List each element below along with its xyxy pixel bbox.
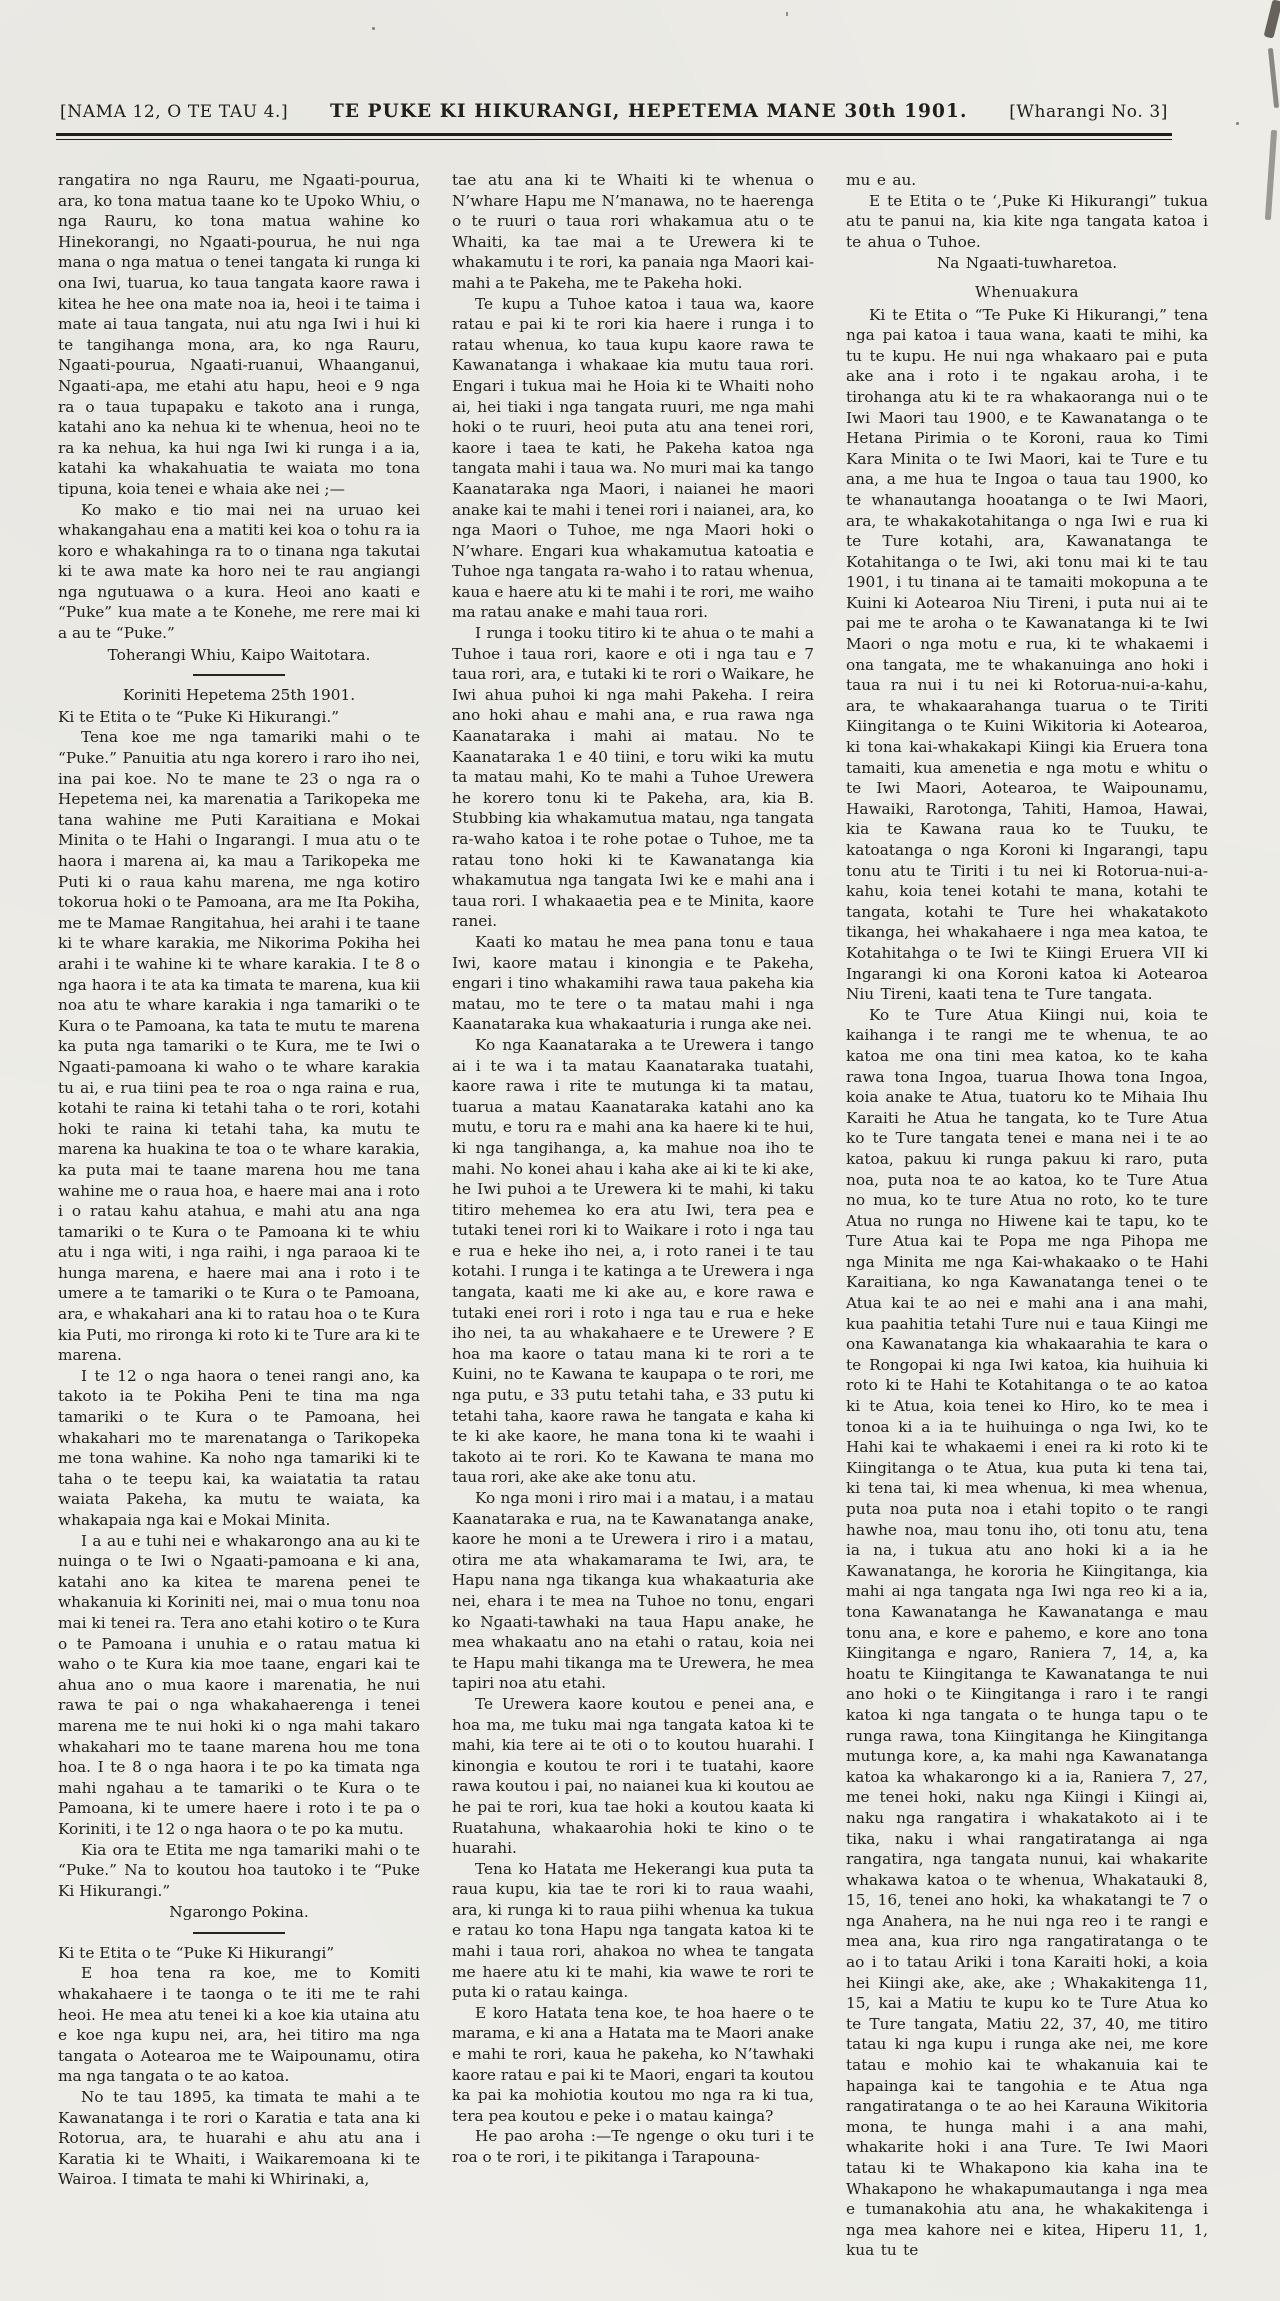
rule-thin bbox=[56, 139, 1172, 140]
paragraph: Te Urewera kaore koutou e penei ana, e hoa ma, me tuku mai nga tangata katoa ki te mahi, kia tere ai te oti o to koutou huarahi. I kinongia e koutou te rori i te tuatahi, kaore rawa koutou i pai, no naianei kua ki koutou ae he pai te rori, kua tae hoki a koutou kaata ki Ruatahuna, whakaarohia hoki te kino o te huarahi. bbox=[452, 1694, 814, 1858]
scan-artifact bbox=[1264, 0, 1280, 39]
paragraph: Tena koe me nga tamariki mahi o te “Puke.” Panuitia atu nga korero i raro iho nei, ina pai koe. No te mane te 23 o nga ra o Hepetema nei, ka marenatia a Tarikopeka me tana wahine me Puti Karaitiana e Mokai Minita o te Hahi o Ingarangi. I mua atu o te haora i marena ai, ka mau a Tarikopeka me Puti ki o raua kahu marena, me nga kotiro tokorua hoki o te Pamoana, ara me Ita Pokiha, me te Mamae Rangitahua, hei arahi i te taane ki te whare karakia, me Nikorima Pokiha hei arahi i te wahine ki te whare karakia. I te 8 o nga haora i te ata ka timata te marena, kua kii noa atu te whare karakia i nga tamariki o te Kura o te Pamoana, ka tata te mutu te marena ka puta nga tamariki o te Kura, me te Iwi o Ngaati-pamoana ki waho o te whare karakia tu ai, e rua tiini pea te roa o nga raina e rua, kotahi te raina ki tetahi taha o te rori, kotahi hoki te raina ki tetahi taha, ka mutu te marena ka huakina te toa o te whare karakia, ka puta mai te taane marena hou me tana wahine me o raua hoa, e haere mai ana i roto i o ratau kahu atahua, e mahi atu ana nga tamariki o te Kura o te Pamoana ki te whiu atu i nga witi, i nga raihi, i nga paraoa ki te hunga marena, e haere mai ana i roto i te umere a te tamariki o te Kura o te Pamoana, ara, e whakahari ana ki to ratau hoa o te Kura kia Puti, mo rironga ki roto ki te Ture ara ki te marena. bbox=[58, 728, 420, 1365]
newspaper-title: TE PUKE KI HIKURANGI, HEPETEMA MANE 30th 1901. bbox=[329, 101, 968, 122]
scan-artifact bbox=[1268, 48, 1279, 108]
paragraph: I te 12 o nga haora o tenei rangi ano, ka takoto ia te Pokiha Peni te tina ma nga tamariki o te Kura o te Pamoana, hei whakahari mo te marenatanga o Tarikopeka me tona wahine. Ka noho nga tamariki ki te taha o te teepu kai, ka waiatatia ta ratau waiata Pakeha, ka mutu te waiata, ka whakapaia nga kai e Mokai Minita. bbox=[58, 1366, 420, 1529]
paragraph: He pao aroha :—Te ngenge o oku turi i te roa o te rori, i te pikitanga i Tarapouna- bbox=[452, 2127, 814, 2166]
article-columns bbox=[58, 170, 1208, 2261]
rule-heavy bbox=[56, 133, 1172, 136]
paragraph: Te kupu a Tuhoe katoa i taua wa, kaore ratau e pai ki te rori kia haere i runga i to ratau whenua, ko taua kupu kaore rawa te Kawanatanga i whakaae kia mutu taua rori. Engari i tukua mai he Hoia ki te Whaiti noho ai, hei tiaki i nga tangata ruuri, me nga mahi hoki o te ruuri, heoi puta atu ana tenei rori, kaore i taea te kati, he Pakeha katoa nga tangata mahi i taua wa. No muri mai ka tango Kaanataraka nga Maori, i naianei he maori anake kai te mahi i tenei rori i naianei, ara, ko nga Maori o Tuhoe, me nga Maori hoki o N’whare. Engari kua whakamutua katoatia e Tuhoe nga tangata ra-waho i to ratau whenua, kaua e haere atu ki te mahi i te rori, me waiho ma ratau anake e mahi taua rori. bbox=[452, 294, 814, 622]
paragraph: Ko te Ture Atua Kiingi nui, koia te kaihanga i te rangi me te whenua, te ao katoa me ona tini mea katoa, ko te kaha rawa tona Ingoa, tuarua Ihowa tona Ingoa, koia anake te Atua, tuatoru ko te Mihaia Ihu Karaiti he Atua he tangata, ko te Ture Atua ko te Ture tangata tenei e mana nei i te ao katoa, pakuu ki runga pakuu ki raro, puta noa, puta noa te ao katoa, ko te Ture Atua no mua, ko te ture Atua no roto, ko te ture Atua no runga no Hiwene kai te tapu, ko te Ture Atua kai te Popa me nga Pihopa me nga Minita me nga Kai-whakaako o te Hahi Karaitiana, ko nga Kawanatanga tenei o te Atua kai te ao nei e mahi ana i ana mahi, kua paahitia tetahi Ture nui e taua Kiingi me ona Kawanatanga kia whakaarahia te kara o te Rongopai ki nga Iwi katoa, kia huihuia ki roto ki te Hahi te Kotahitanga o te ao katoa ki te Atua, koia tenei ko Hiro, ko te mea i tonoa ki a ia te huihuinga o nga Iwi, ko te Hahi kai te whakaemi i enei ra ki roto ki te Kiingitanga o te Atua, kua puta ki tena tai, ki tena tai, ki mea whenua, ki mea whenua, puta noa puta noa i etahi topito o te rangi hawhe noa, mau tonu iho, oti tonu atu, tena ia na, i tukua atu ano hoki ki a ia he Kawanatanga, he kororia he Kiingitanga, kia mahi ai nga tangata nga Iwi nga reo ki a ia, tona Kawanatanga he Kawanatanga e mau tonu ana, e kore e pahemo, e kore ano tona Kiingitanga e ngaro, Raniera 7, 14, a, ka hoatu te Kiingitanga te Kawanatanga te nui ano hoki o te Kiingitanga i raro i te rangi katoa ki nga tangata o te hunga tapu o te runga rawa, tona Kiingitanga he Kiingitanga mutunga kore, a, ka mahi nga Kawanatanga katoa ka whakarongo ki a ia, Raniera 7, 27, me tenei hoki, naku nga Kiingi i Kiingi ai, naku nga rangatira i whakatakoto ai i te tika, naku i whai rangatiratanga ai nga rangatira, nga tangata nunui, kai whakarite whakawa katoa o te whenua, Whakatauki 8, 15, 16, tenei ano hoki, ka whakatangi te 7 o nga Anahera, na he nui nga reo i te rangi e mea ana, kua riro nga rangatiratanga o te ao i to tatau Ariki i tona Karaiti hoki, a koia hei Kiingi ake, ake, ake ; Whakakitenga 11, 15, kai a Matiu te kupu ko te Ture Atua ko te Ture tangata, Matiu 22, 37, 40, me titiro tatau ki nga kupu i runga ake nei, me kore tatau e mohio kai te whakanuia kai te hapainga kai te tangohia e te Atua nga rangatiratanga o te ao hei Karauna Wikitoria mona, te hunga mahi i a ana mahi, whakarite hoki i ana Ture. Te Iwi Maori tatau ki te Whakapono kia kaha ina te Whakapono he whakapumautanga i nga mea e tumanakohia atu ana, he whakakitenga i nga mea kahore nei e kitea, Hiperu 11, 1, kua tu te bbox=[846, 1005, 1208, 2260]
paragraph-continued: rangatira no nga Rauru, me Ngaati-pourua, ara, ko tona matua taane ko te Upoko Whiu, o nga Rauru, ko tona matua wahine ko Hinekorangi, no Ngaati-pourua, he nui nga mana o nga matua o tenei tangata ki runga ki ona Iwi, tuarua, ko taua tangata kaore rawa i kitea he hee ona mate noa ia, heoi i te taima i mate ai taua tangata, nui atu nga Iwi i hui ki te tangihanga mona, ara, ko nga Rauru, Ngaati-pourua, Ngaati-ruanui, Whaanganui, Ngaati-apa, me etahi atu hapu, heoi e 9 nga ra o taua tupapaku e takoto ana i runga, katahi ano ka nehua ki te whenua, heoi no te ra ka nehua, ka hui nga Iwi ki runga i a ia, katahi ka whakahuatia te waiata mo tona tipuna, koia tenei e whaia ake nei ;— bbox=[58, 171, 420, 498]
paragraph-continued: Ki te Etita o te “Puke Ki Hikurangi.” bbox=[58, 707, 340, 726]
page-number: [Wharangi No. 3] bbox=[1009, 102, 1168, 122]
scan-artifact bbox=[1236, 122, 1239, 125]
paragraph: Ki te Etita o “Te Puke Ki Hikurangi,” tena nga pai katoa i taua wana, kaati te mihi, ka tu te kupu. He nui nga whakaaro pai e puta ake ana i roto i te ngakau aroha, i te tirohanga atu ki te ra whakaoranga nui o te Iwi Maori tau 1900, e te Kawanatanga o te Hetana Pirimia o te Koroni, raua ko Timi Kara Minita o te Iwi Maori, kai te Ture e tu ana, a me hua te Ingoa o taua tau 1900, ko te whanautanga hooatanga o te Iwi Maori, ara, te whakakotahitanga o nga Iwi e rua ki te Ture kotahi, ara, Kawanatanga te Kotahitanga o te Iwi, aki tonu mai ki te tau 1901, i tu tinana ai te tamaiti mokopuna a te Kuini ki Aotearoa Niu Tireni, i puta nui ai te pai me te aroha o te Kawanatanga ki te Iwi Maori o nga motu e rua, ki te whakaemi i ona tangata, me te whakanuinga ano hoki i taua ra nui i tu nei ki Rotorua-nui-a-kahu, ara, te whakaarahanga tuarua o te Tiriti Kiingitanga o te Kuini Wikitoria ki Aotearoa, ki tona kai-whakakapi Kiingi kia Eruera tona tamaiti, kua amenetia e nga motu e whitu o te Iwi Maori, Aotearoa, te Waipounamu, Hawaiki, Rarotonga, Tahiti, Hamoa, Hawai, kia te Kawana raua ko te Tuuku, te katoatanga o nga Koroni ki Ingarangi, tapu tonu atu te Tiriti i tu nei ki Rotorua-nui-a-kahu, koia tenei kotahi te mana, kotahi te tangata, kotahi te Ture hei whakatakoto tikanga, hei whakahaere i nga mea katoa, te Kotahitahga o te Iwi te Kiingi Eruera VII ki Ingarangi ki ona Koroni katoa ki Aotearoa Niu Tireni, kaati tena te Ture tangata. bbox=[846, 305, 1208, 1004]
section-divider bbox=[193, 674, 285, 676]
paragraph: Tena ko Hatata me Hekerangi kua puta ta raua kupu, kia tae te rori ki to raua waahi, ara, ki runga ki to raua piihi whenua ka tukua e ratau ko tona Hapu nga tangata katoa ki te mahi i taua rori, ahakoa no whea te tangata me haere atu ki te mahi, kia wawe te rori te puta ki o ratau kainga. bbox=[452, 1859, 814, 2002]
centered-line: Na Ngaati-tuwharetoa. bbox=[936, 254, 1118, 273]
masthead bbox=[60, 101, 1168, 122]
paragraph: No te tau 1895, ka timata te mahi a te Kawanatanga i te rori o Karatia e tata ana ki Rotorua, ara, te huarahi e ahu atu ana i Karatia ki te Whaiti, i Waikaremoana ki te Wairoa. I timata te mahi ki Whirinaki, a, bbox=[58, 2088, 420, 2189]
centered-line: Ngarongo Pokina. bbox=[169, 1903, 309, 1922]
paragraph: E hoa tena ra koe, me to Komiti whakahaere i te taonga o te iti me te rahi heoi. He mea atu tenei ki a koe kia utaina atu e koe nga kupu nei, ara, hei titiro ma nga tangata o Aotearoa me te Waipounamu, otira ma nga tangata o te ao katoa. bbox=[58, 1964, 420, 2086]
paragraph: Ko nga moni i riro mai i a matau, i a matau Kaanataraka e rua, na te Kawanatanga anake, kaore he moni a te Urewera i riro i a matau, otira me ata whakamarama te Iwi, ara, te Hapu nana nga tikanga kua whakaaturia ake nei, ehara i te mea na Tuhoe no tonu, engari ko Ngaati-tawhaki na taua Hapu anake, he mea whakaatu ano na etahi o ratau, koia nei te Hapu mahi tikanga ma te Urewera, he mea tapiri noa atu etahi. bbox=[452, 1489, 814, 1693]
paragraph-continued: Ki te Etita o te “Puke Ki Hikurangi” bbox=[58, 1943, 335, 1962]
scan-artifact bbox=[372, 27, 375, 30]
scan-artifact bbox=[786, 12, 788, 16]
column-2 bbox=[452, 170, 814, 2261]
column-1 bbox=[58, 170, 420, 2261]
column-3 bbox=[846, 170, 1208, 2261]
paragraph-continued: tae atu ana ki te Whaiti ki te whenua o N’whare Hapu me N’manawa, no te haerenga o te ruuri o taua rori whakamua atu o te Whaiti, ka tae mai a te Urewera ki te whakamutu i te rori, ka panaia nga Maori kai-mahi a te Pakeha, me te Pakeha hoki. bbox=[452, 171, 814, 292]
paragraph-continued: mu e au. bbox=[846, 171, 917, 189]
issue-number: [NAMA 12, O TE TAU 4.] bbox=[60, 102, 289, 122]
section-heading: Whenuakura bbox=[974, 282, 1079, 301]
paragraph: Ko mako e tio mai nei na uruao kei whakangahau ena a matiti kei koa o tohu ra ia koro e whakahinga ra to o tinana nga takutai ki te awa mate ka horo nei te rau angiangi nga ngutuawa o a kura. Heoi ano kaati e “Puke” kua mate a te Konehe, me rere mai ki a au te “Puke.” bbox=[58, 500, 420, 643]
paragraph: Ko nga Kaanataraka a te Urewera i tango ai i te wa i ta matau Kaanataraka tuatahi, kaore rawa i rite te mutunga ki ta matau, tuarua a matau Kaanataraka katahi ano ka mutu, e toru ra e mahi ana ka haere ki te hui, ki nga tangihanga, a, ka mahue noa iho te mahi. No konei ahau i kaha ake ai ki te ki ake, he Iwi puhoi a te Urewera ki te mahi, ki taku titiro mehemea ko era atu Iwi, tera pea e tutaki tenei rori ki to Waikare i roto i nga tau e rua e heke iho nei, a, i roto ranei i te tau kotahi. I runga i te katinga a te Urewera i nga tangata, kaati me ki ake au, e kore rawa e tutaki enei rori i roto i nga tau e rua e heke iho nei, ta au whakahaere e te Urewere ? E hoa ma kaore o tatau mana ki te rori a te Kuini, no te Kawana te kaupapa o te rori, me nga putu, e 33 putu tetahi taha, e 33 putu ki tetahi taha, kaore rawa he tangata e kaha ki te ki ake kaore, he mana tona ki te waahi i takoto ai te rori. Ko te Kawana te mana mo taua rori, ake ake ake tonu atu. bbox=[452, 1035, 814, 1487]
paragraph: I a au e tuhi nei e whakarongo ana au ki te nuinga o te Iwi o Ngaati-pamoana e ki ana, katahi ano ka kitea te marena penei te whakanuia ki Koriniti nei, mai o mua tonu noa mai ki tenei ra. Tera ano etahi kotiro o te Kura o te Pamoana i unuhia e o ratau matua ki waho o te Kura kia moe taane, engari kai te ahua ano o mua kaore i marenatia, he nui rawa te pai o nga whakahaerenga i tenei marena me te nui hoki ki o nga mahi takaro whakahari mo te taane marena hou me tona hoa. I te 8 o nga haora i te po ka timata nga mahi ngahau a te tamariki o te Kura o te Pamoana, ki te umere haere i roto i te pa o Koriniti, i te 12 o nga haora o te po ka mutu. bbox=[58, 1531, 420, 1838]
paragraph: I runga i tooku titiro ki te ahua o te mahi a Tuhoe i taua rori, kaore e oti i nga tau e 7 taua rori, ara, e tutaki ki te rori o Waikare, he Iwi ahua puhoi ki nga mahi Pakeha. I reira ano hoki ahau e mahi ana, e rua rawa nga Kaanataraka i mahi ai matau. No te Kaanataraka 1 e 40 tiini, e toru wiki ka mutu ta matau mahi, Ko te mahi a Tuhoe Urewera he korero tonu ki te Pakeha, ara, kia B. Stubbing kia whakamutua matau, nga tangata ra-waho katoa i te rohe potae o Tuhoe, me ta ratau tono hoki ki te Kawanatanga kia whakamutua nga tangata Iwi ke e mahi ana i taua rori. I whakaaetia pea e te Minita, kaore ranei. bbox=[452, 624, 814, 931]
section-divider bbox=[193, 1932, 285, 1934]
scan-artifact bbox=[1265, 130, 1277, 220]
paragraph: E te Etita o te ‘,Puke Ki Hikurangi” tukua atu te panui na, kia kite nga tangata katoa i te ahua o Tuhoe. bbox=[846, 191, 1208, 251]
paragraph: Kia ora te Etita me nga tamariki mahi o te “Puke.” Na to koutou hoa tautoko i te “Puke Ki Hikurangi.” bbox=[58, 1840, 420, 1900]
masthead-rule bbox=[56, 133, 1172, 140]
paragraph: Kaati ko matau he mea pana tonu e taua Iwi, kaore matau i kinongia e te Pakeha, engari i tino whakamihi rawa taua pakeha kia matau, mo te tere o ta matau mahi i nga Kaanataraka kua whakaaturia i runga ake nei. bbox=[452, 932, 814, 1034]
paragraph: E koro Hatata tena koe, te hoa haere o te marama, e ki ana a Hatata ma te Maori anake e mahi te rori, kaua he pakeha, ko N’tawhaki kaore ratau e pai ki te Maori, engari ta koutou ka pai ka mohiotia koutou mo nga ra ki tua, tera pea koutou e peke i o matau kainga? bbox=[452, 2003, 814, 2125]
centered-line: Toherangi Whiu, Kaipo Waitotara. bbox=[107, 645, 371, 664]
centered-line: Koriniti Hepetema 25th 1901. bbox=[122, 686, 356, 705]
